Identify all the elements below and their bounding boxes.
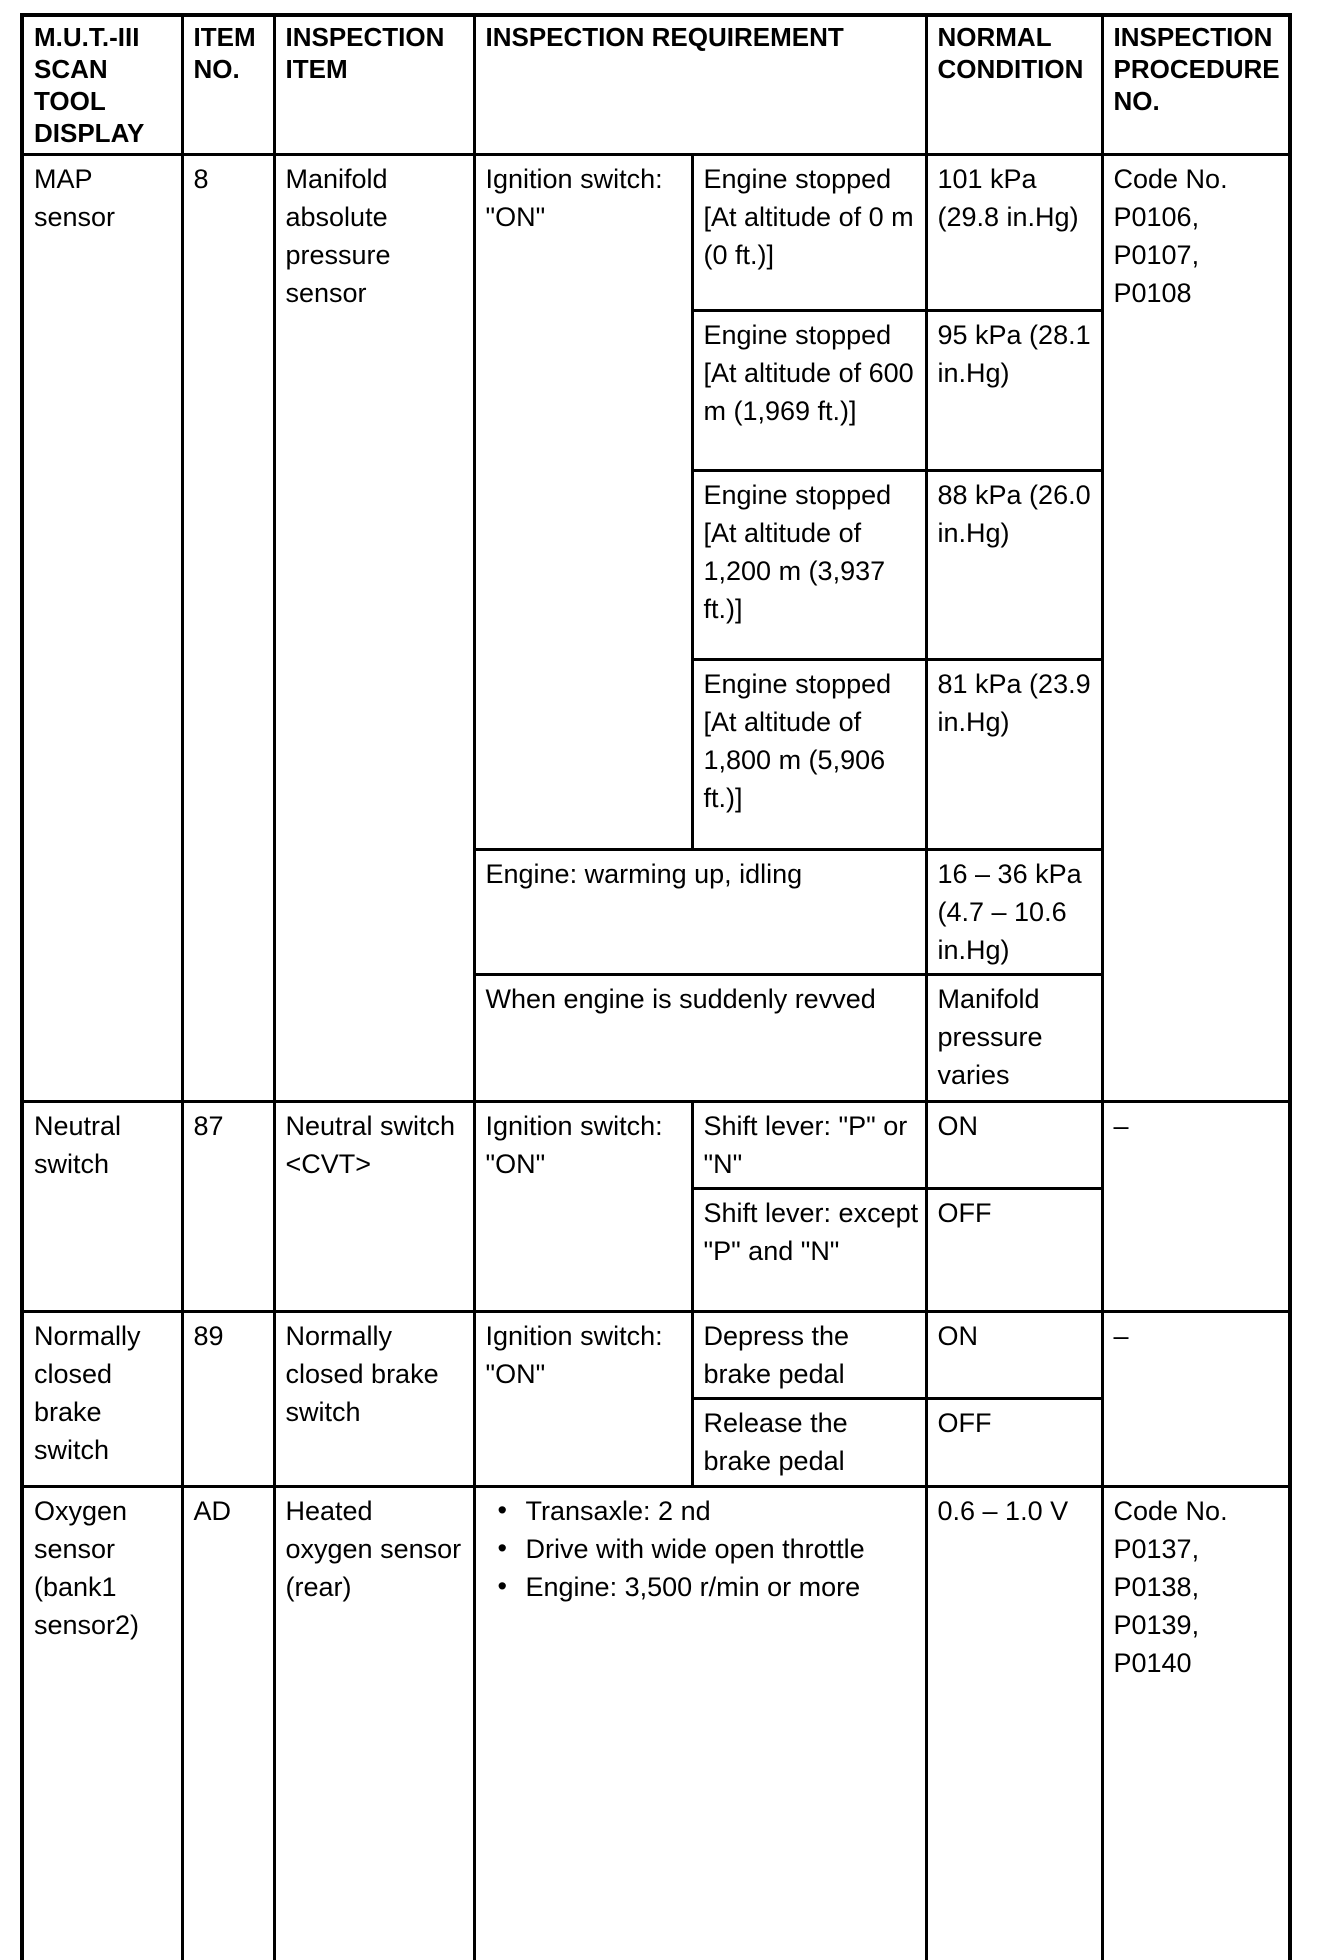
inspection-data-table bbox=[20, 13, 1292, 1960]
cell-map-altitude-0: Engine stopped [At altitude of 0 m (0 ft.)] bbox=[692, 155, 926, 311]
cell-neutral-item-no: 87 bbox=[182, 1102, 274, 1312]
cell-brake-condition-off: OFF bbox=[926, 1399, 1102, 1487]
bullet-item: • Transaxle: 2 nd bbox=[492, 1492, 919, 1530]
cell-map-inspection-item: Manifold absolute pressure sensor bbox=[274, 155, 474, 1102]
cell-neutral-shift-except: Shift lever: except "P" and "N" bbox=[692, 1189, 926, 1312]
cell-brake-requirement-common: Ignition switch: "ON" bbox=[474, 1312, 692, 1487]
table-row bbox=[22, 1312, 1290, 1399]
cell-map-requirement-revved: When engine is suddenly revved bbox=[474, 975, 926, 1102]
header-inspection-procedure-no: INSPECTION PROCEDURE NO. bbox=[1102, 15, 1290, 155]
bullet-item: • Drive with wide open throttle bbox=[492, 1530, 919, 1568]
cell-neutral-condition-on: ON bbox=[926, 1102, 1102, 1189]
cell-oxygen-inspection-item: Heated oxygen sensor (rear) bbox=[274, 1487, 474, 1960]
cell-brake-display: Normally closed brake switch bbox=[22, 1312, 182, 1487]
table-row bbox=[22, 1102, 1290, 1189]
cell-map-procedure: Code No. P0106, P0107, P0108 bbox=[1102, 155, 1290, 1102]
header-row bbox=[22, 15, 1290, 155]
table-row bbox=[22, 1487, 1290, 1960]
cell-oxygen-procedure: Code No. P0137, P0138, P0139, P0140 bbox=[1102, 1487, 1290, 1960]
cell-map-altitude-2: Engine stopped [At altitude of 1,200 m (3,937 ft.)] bbox=[692, 471, 926, 660]
header-inspection-requirement: INSPECTION REQUIREMENT bbox=[474, 15, 926, 155]
bullet-item: • Engine: 3,500 r/min or more bbox=[492, 1568, 919, 1606]
cell-map-condition-2: 88 kPa (26.0 in.Hg) bbox=[926, 471, 1102, 660]
cell-neutral-condition-off: OFF bbox=[926, 1189, 1102, 1312]
cell-oxygen-display: Oxygen sensor (bank1 sensor2) bbox=[22, 1487, 182, 1960]
cell-map-requirement-common: Ignition switch: "ON" bbox=[474, 155, 692, 850]
table-row bbox=[22, 155, 1290, 311]
header-inspection-item: INSPECTION ITEM bbox=[274, 15, 474, 155]
cell-oxygen-item-no: AD bbox=[182, 1487, 274, 1960]
cell-brake-depress: Depress the brake pedal bbox=[692, 1312, 926, 1399]
cell-oxygen-condition: 0.6 – 1.0 V bbox=[926, 1487, 1102, 1960]
header-scan-tool-display: M.U.T.-III SCAN TOOL DISPLAY bbox=[22, 15, 182, 155]
cell-neutral-shift-pn: Shift lever: "P" or "N" bbox=[692, 1102, 926, 1189]
cell-map-condition-0: 101 kPa (29.8 in.Hg) bbox=[926, 155, 1102, 311]
cell-neutral-inspection-item: Neutral switch <CVT> bbox=[274, 1102, 474, 1312]
cell-map-condition-1: 95 kPa (28.1 in.Hg) bbox=[926, 311, 1102, 471]
cell-neutral-procedure: – bbox=[1102, 1102, 1290, 1312]
cell-map-display: MAP sensor bbox=[22, 155, 182, 1102]
cell-brake-condition-on: ON bbox=[926, 1312, 1102, 1399]
header-item-no: ITEM NO. bbox=[182, 15, 274, 155]
cell-brake-procedure: – bbox=[1102, 1312, 1290, 1487]
cell-map-altitude-3: Engine stopped [At altitude of 1,800 m (5,906 ft.)] bbox=[692, 660, 926, 850]
cell-map-condition-idling: 16 – 36 kPa (4.7 – 10.6 in.Hg) bbox=[926, 850, 1102, 975]
cell-map-requirement-idling: Engine: warming up, idling bbox=[474, 850, 926, 975]
cell-neutral-requirement-common: Ignition switch: "ON" bbox=[474, 1102, 692, 1312]
cell-neutral-display: Neutral switch bbox=[22, 1102, 182, 1312]
cell-brake-release: Release the brake pedal bbox=[692, 1399, 926, 1487]
requirement-bullet-list bbox=[486, 1492, 919, 1606]
cell-map-condition-3: 81 kPa (23.9 in.Hg) bbox=[926, 660, 1102, 850]
cell-brake-item-no: 89 bbox=[182, 1312, 274, 1487]
header-normal-condition: NORMAL CONDITION bbox=[926, 15, 1102, 155]
cell-brake-inspection-item: Normally closed brake switch bbox=[274, 1312, 474, 1487]
cell-map-condition-revved: Manifold pressure varies bbox=[926, 975, 1102, 1102]
cell-map-item-no: 8 bbox=[182, 155, 274, 1102]
cell-oxygen-requirement bbox=[474, 1487, 926, 1960]
cell-map-altitude-1: Engine stopped [At altitude of 600 m (1,969 ft.)] bbox=[692, 311, 926, 471]
